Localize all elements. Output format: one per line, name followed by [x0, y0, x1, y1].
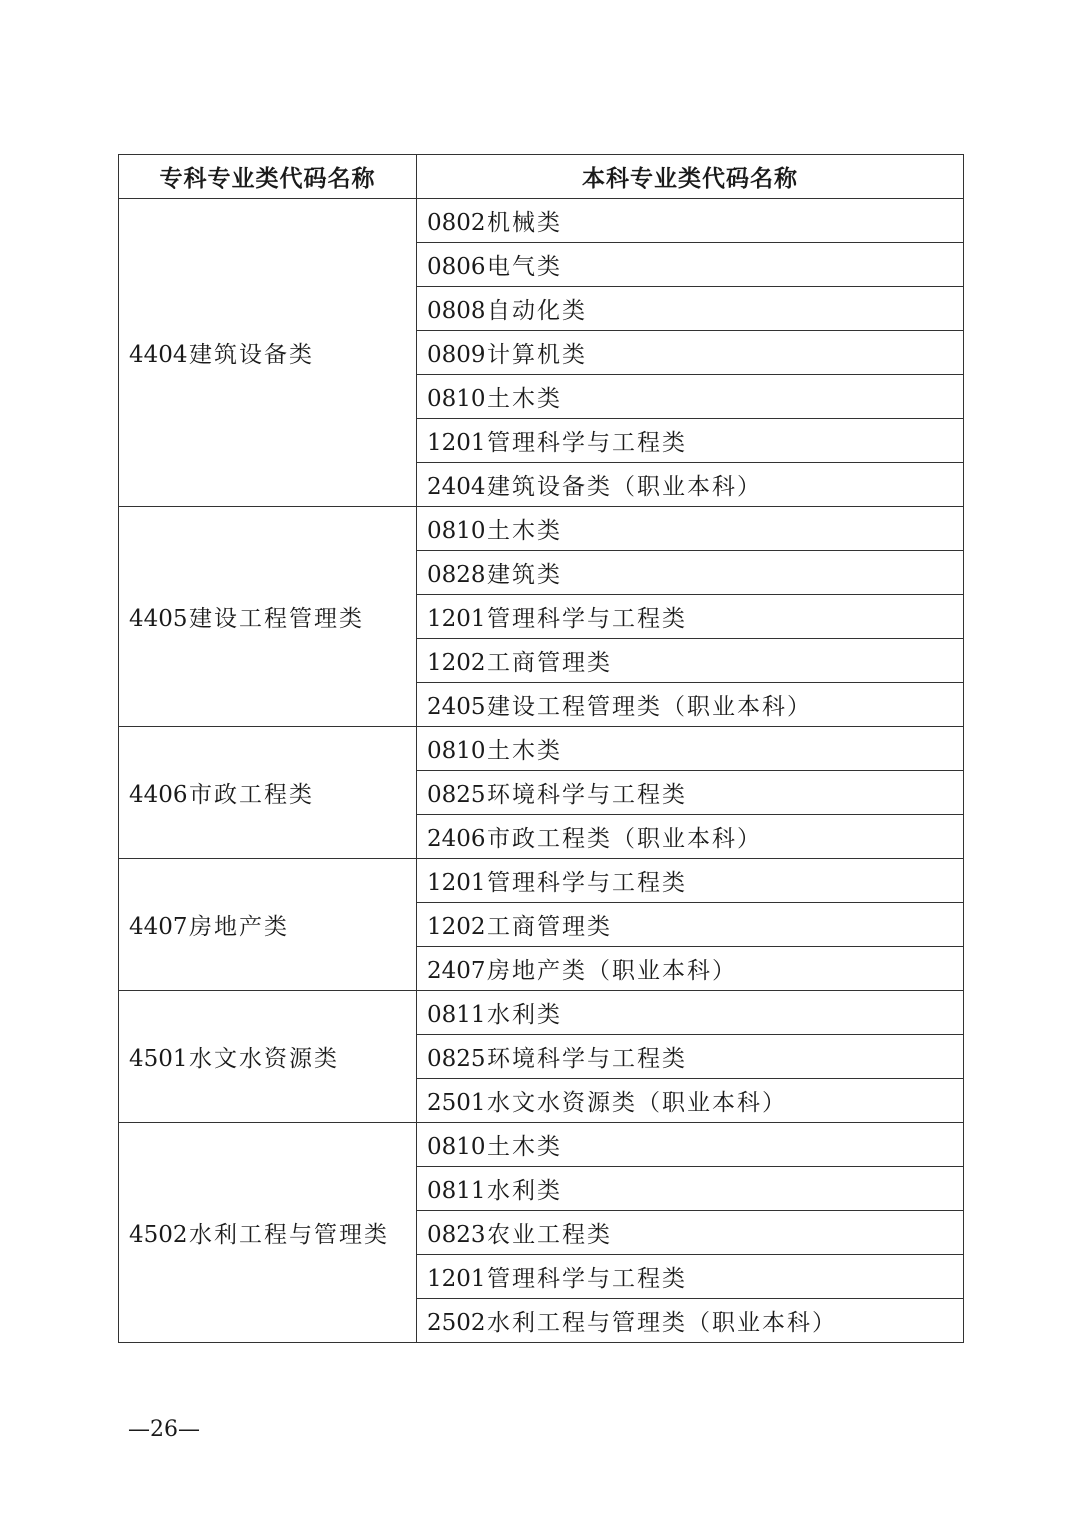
benke-code: 2502: [427, 1310, 486, 1336]
benke-name: 工商管理类: [487, 914, 612, 940]
benke-code: 1201: [427, 1266, 486, 1292]
benke-code: 2404: [427, 474, 486, 500]
table-row: [119, 1123, 964, 1167]
benke-name: 工商管理类: [487, 650, 612, 676]
benke-name: 电气类: [487, 254, 562, 280]
benke-cell: [417, 727, 964, 771]
zhuanke-cell: [119, 859, 417, 991]
benke-cell: [417, 595, 964, 639]
benke-cell: [417, 1299, 964, 1343]
zhuanke-code: 4406: [129, 782, 188, 808]
benke-name: 管理科学与工程类: [487, 1266, 687, 1292]
header-benke: 本科专业类代码名称: [417, 155, 964, 199]
table-row: [119, 859, 964, 903]
benke-cell: [417, 375, 964, 419]
benke-name: 建筑类: [487, 562, 562, 588]
benke-code: 0828: [427, 562, 486, 588]
benke-code: 0802: [427, 210, 486, 236]
benke-code: 0810: [427, 738, 486, 764]
benke-name: 土木类: [487, 738, 562, 764]
benke-cell: [417, 903, 964, 947]
zhuanke-cell: [119, 727, 417, 859]
benke-name: 房地产类（职业本科）: [487, 958, 737, 984]
benke-cell: [417, 199, 964, 243]
benke-code: 0825: [427, 1046, 486, 1072]
benke-code: 0810: [427, 1134, 486, 1160]
benke-cell: [417, 243, 964, 287]
major-mapping-table: [118, 154, 964, 1343]
benke-code: 0809: [427, 342, 486, 368]
benke-cell: [417, 991, 964, 1035]
benke-name: 自动化类: [487, 298, 587, 324]
benke-code: 1202: [427, 650, 486, 676]
benke-code: 2501: [427, 1090, 486, 1116]
table-row: [119, 727, 964, 771]
zhuanke-cell: [119, 991, 417, 1123]
benke-name: 管理科学与工程类: [487, 606, 687, 632]
header-zhuanke: 专科专业类代码名称: [119, 155, 417, 199]
table-row: [119, 991, 964, 1035]
benke-cell: [417, 1079, 964, 1123]
benke-code: 1202: [427, 914, 486, 940]
zhuanke-code: 4405: [129, 606, 188, 632]
zhuanke-code: 4501: [129, 1046, 188, 1072]
benke-cell: [417, 947, 964, 991]
benke-name: 水利工程与管理类（职业本科）: [487, 1310, 837, 1336]
zhuanke-code: 4407: [129, 914, 188, 940]
benke-name: 农业工程类: [487, 1222, 612, 1248]
benke-name: 环境科学与工程类: [487, 1046, 687, 1072]
benke-name: 土木类: [487, 518, 562, 544]
zhuanke-name: 市政工程类: [189, 782, 314, 808]
table-header-row: [119, 155, 964, 199]
benke-name: 管理科学与工程类: [487, 430, 687, 456]
benke-name: 水文水资源类（职业本科）: [487, 1090, 787, 1116]
benke-name: 建设工程管理类（职业本科）: [487, 694, 812, 720]
benke-cell: [417, 815, 964, 859]
benke-code: 2407: [427, 958, 486, 984]
page-number: —26—: [128, 1417, 200, 1442]
zhuanke-name: 房地产类: [189, 914, 289, 940]
benke-code: 0811: [427, 1178, 486, 1204]
benke-code: 1201: [427, 606, 486, 632]
zhuanke-cell: [119, 507, 417, 727]
benke-name: 机械类: [487, 210, 562, 236]
benke-code: 0806: [427, 254, 486, 280]
zhuanke-name: 水文水资源类: [189, 1046, 339, 1072]
zhuanke-code: 4404: [129, 342, 188, 368]
zhuanke-cell: [119, 199, 417, 507]
zhuanke-cell: [119, 1123, 417, 1343]
zhuanke-name: 建设工程管理类: [189, 606, 364, 632]
benke-cell: [417, 1123, 964, 1167]
benke-cell: [417, 639, 964, 683]
table-body: [119, 199, 964, 1343]
table-row: [119, 199, 964, 243]
benke-name: 土木类: [487, 1134, 562, 1160]
benke-name: 水利类: [487, 1002, 562, 1028]
benke-name: 管理科学与工程类: [487, 870, 687, 896]
benke-cell: [417, 507, 964, 551]
benke-code: 0808: [427, 298, 486, 324]
benke-code: 0825: [427, 782, 486, 808]
benke-cell: [417, 463, 964, 507]
benke-cell: [417, 1035, 964, 1079]
benke-cell: [417, 419, 964, 463]
benke-code: 0810: [427, 518, 486, 544]
benke-cell: [417, 1167, 964, 1211]
benke-cell: [417, 1211, 964, 1255]
zhuanke-name: 水利工程与管理类: [189, 1222, 389, 1248]
benke-code: 2405: [427, 694, 486, 720]
benke-name: 市政工程类（职业本科）: [487, 826, 762, 852]
benke-cell: [417, 551, 964, 595]
benke-name: 计算机类: [487, 342, 587, 368]
benke-cell: [417, 771, 964, 815]
benke-cell: [417, 287, 964, 331]
benke-cell: [417, 859, 964, 903]
benke-cell: [417, 683, 964, 727]
zhuanke-code: 4502: [129, 1222, 188, 1248]
table-row: [119, 507, 964, 551]
benke-cell: [417, 331, 964, 375]
benke-name: 水利类: [487, 1178, 562, 1204]
benke-code: 0811: [427, 1002, 486, 1028]
benke-code: 0810: [427, 386, 486, 412]
benke-code: 0823: [427, 1222, 486, 1248]
zhuanke-name: 建筑设备类: [189, 342, 314, 368]
benke-code: 1201: [427, 870, 486, 896]
benke-name: 土木类: [487, 386, 562, 412]
benke-name: 建筑设备类（职业本科）: [487, 474, 762, 500]
benke-cell: [417, 1255, 964, 1299]
benke-name: 环境科学与工程类: [487, 782, 687, 808]
benke-code: 1201: [427, 430, 486, 456]
benke-code: 2406: [427, 826, 486, 852]
